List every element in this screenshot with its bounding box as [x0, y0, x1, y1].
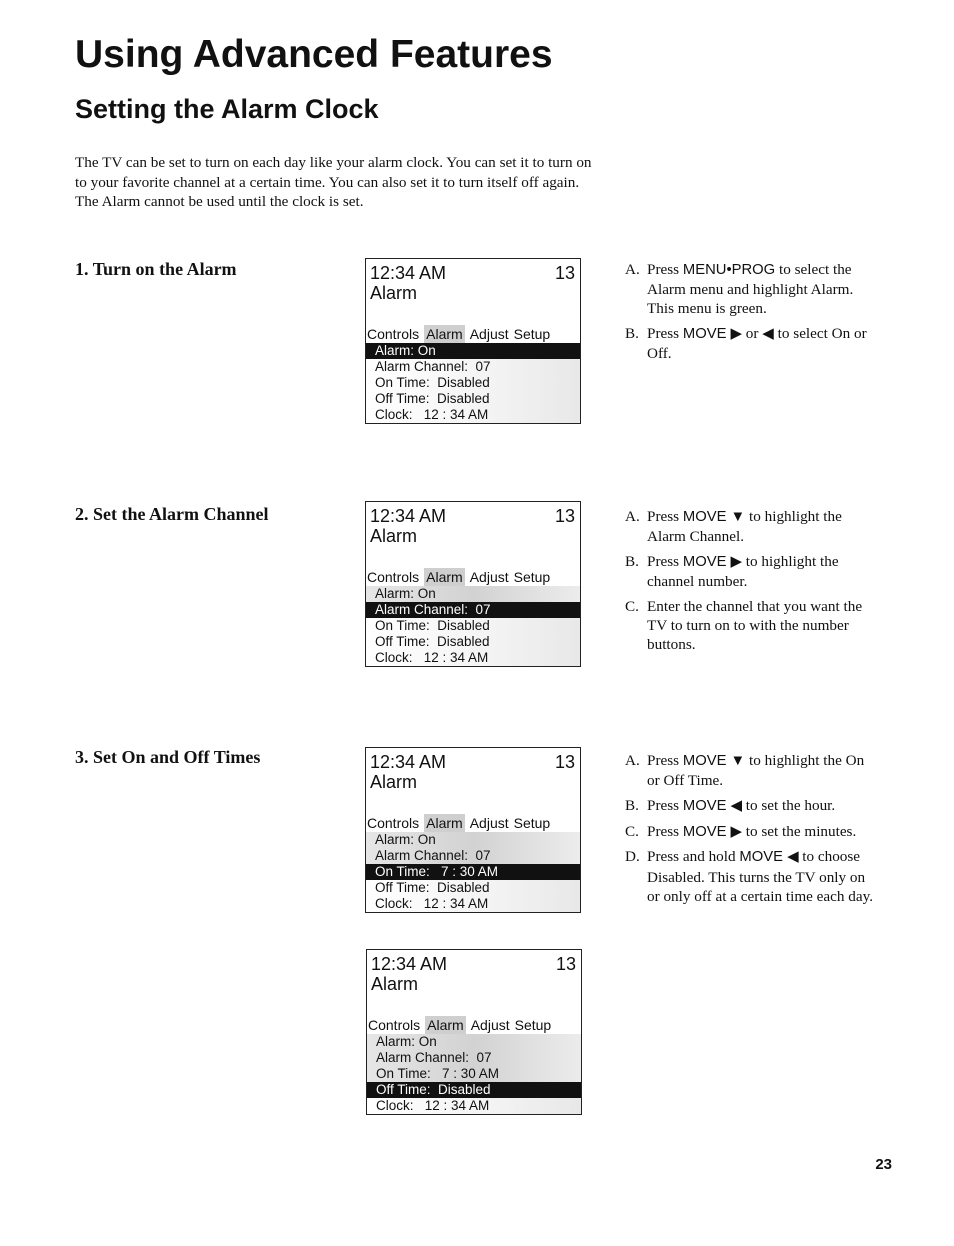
key-label: MOVE ▼	[682, 753, 746, 769]
instruction-text: to set the minutes.	[741, 822, 857, 840]
menu-row-on-time: On Time: Disabled	[366, 375, 580, 391]
menu-setup: Setup	[514, 1017, 552, 1033]
menu-controls: Controls	[367, 326, 420, 342]
instruction-item	[625, 597, 880, 656]
menu-bar	[366, 325, 580, 343]
menu-row-off-time: Off Time: Disabled	[366, 634, 580, 650]
screen-title: Alarm	[370, 526, 418, 546]
menu-row-alarm: Alarm: On	[366, 343, 580, 359]
instruction-text: or ◀ to select On or Off.	[647, 325, 867, 363]
instruction-item	[625, 507, 880, 546]
menu-row-clock: Clock: 12 : 34 AM	[366, 407, 580, 423]
instruction-text: to highlight the On or Off Time.	[647, 752, 865, 790]
menu-setup: Setup	[513, 815, 551, 831]
menu-row-alarm-channel: Alarm Channel: 07	[366, 359, 580, 375]
menu-row-clock: Clock: 12 : 34 AM	[366, 650, 580, 666]
menu-row-clock: Clock: 12 : 34 AM	[366, 896, 580, 912]
instruction-text: to choose Disabled. This turns the TV only on or only off at a certain time each day.	[647, 848, 874, 905]
step-title: Turn on the Alarm	[92, 259, 237, 279]
intro-paragraph: The TV can be set to turn on each day like your alarm clock. You can set it to turn on to your favorite channel at a certain time. You can also set it to turn itself off again. The Alarm cannot be used until the clock is set.	[75, 154, 592, 210]
step-1-instructions	[625, 260, 880, 369]
menu-row-off-time: Off Time: Disabled	[366, 880, 580, 896]
instruction-letter: C.	[625, 822, 639, 840]
screen-channel: 13	[554, 752, 575, 772]
instruction-item	[625, 552, 880, 591]
menu-adjust: Adjust	[470, 1017, 510, 1033]
instruction-text: Press and hold	[647, 848, 740, 866]
step-3-heading	[75, 747, 260, 768]
menu-bar	[367, 1016, 581, 1034]
key-label: MOVE ◀	[739, 849, 799, 866]
instruction-text: to select the Alarm menu and highlight Alarm. This menu is green.	[647, 261, 854, 318]
screen-time: 12:34 AM	[370, 506, 447, 526]
menu-alarm: Alarm	[426, 326, 463, 342]
menu-alarm: Alarm	[427, 1017, 464, 1033]
instruction-letter: A.	[625, 261, 640, 278]
step-title: Set On and Off Times	[93, 747, 261, 767]
menu-row-clock: Clock: 12 : 34 AM	[367, 1098, 581, 1114]
instruction-letter: B.	[625, 796, 639, 814]
instruction-text: to set the hour.	[741, 796, 836, 814]
menu-row-on-time: On Time: 7 : 30 AM	[366, 864, 580, 880]
screen-title: Alarm	[371, 974, 419, 994]
instruction-letter: B.	[625, 552, 639, 570]
instruction-item	[625, 751, 880, 790]
instruction-text: Press	[647, 325, 683, 343]
key-label: MOVE ▶	[682, 823, 742, 840]
key-label: MOVE ◀	[682, 797, 742, 814]
screen-title: Alarm	[370, 283, 418, 303]
step-number: 3.	[75, 747, 89, 767]
section-title: Setting the Alarm Clock	[75, 94, 379, 124]
menu-adjust: Adjust	[469, 326, 509, 342]
menu-adjust: Adjust	[469, 569, 509, 585]
menu-row-on-time: On Time: 7 : 30 AM	[367, 1066, 581, 1082]
page-title: Using Advanced Features	[75, 33, 553, 76]
instruction-text: to highlight the Alarm Channel.	[647, 508, 842, 546]
key-label: MOVE ▶	[682, 553, 742, 570]
instruction-text: Press	[647, 261, 683, 278]
instruction-text: Press	[647, 752, 683, 769]
menu-row-alarm-channel: Alarm Channel: 07	[366, 602, 580, 618]
instruction-letter: C.	[625, 597, 639, 615]
instruction-letter: D.	[625, 848, 640, 866]
menu-setup: Setup	[513, 569, 551, 585]
menu-row-alarm: Alarm: On	[366, 586, 580, 602]
instruction-letter: A.	[625, 752, 640, 769]
menu-controls: Controls	[368, 1017, 421, 1033]
instruction-item	[625, 324, 880, 363]
screen-channel: 13	[554, 506, 575, 526]
tv-screen-alarm-on	[365, 258, 581, 424]
menu-bar	[366, 568, 580, 586]
tv-screen-on-time	[365, 747, 581, 913]
instruction-text: Press	[647, 822, 683, 840]
step-number: 1.	[75, 259, 89, 279]
tv-screen-off-time	[366, 949, 582, 1115]
step-title: Set the Alarm Channel	[93, 504, 269, 524]
key-label: MOVE ▼	[682, 509, 746, 525]
step-2-heading	[75, 504, 269, 525]
screen-channel: 13	[554, 263, 575, 283]
instruction-letter: B.	[625, 325, 639, 343]
screen-time: 12:34 AM	[370, 752, 447, 772]
step-number: 2.	[75, 504, 89, 524]
menu-controls: Controls	[367, 815, 420, 831]
instruction-text: Enter the channel that you want the TV to turn on to with the number buttons.	[647, 597, 863, 654]
screen-time: 12:34 AM	[371, 954, 448, 974]
screen-time: 12:34 AM	[370, 263, 447, 283]
instruction-text: to highlight the channel number.	[647, 552, 839, 591]
screen-channel: 13	[555, 954, 576, 974]
tv-screen-alarm-channel	[365, 501, 581, 667]
instruction-letter: A.	[625, 508, 640, 525]
menu-setup: Setup	[513, 326, 551, 342]
menu-row-alarm: Alarm: On	[367, 1034, 581, 1050]
menu-row-off-time: Off Time: Disabled	[366, 391, 580, 407]
key-label: MENU•PROG	[682, 262, 776, 278]
step-2-instructions	[625, 507, 880, 661]
step-1-heading	[75, 259, 237, 280]
menu-row-alarm-channel: Alarm Channel: 07	[366, 848, 580, 864]
instruction-item	[625, 796, 880, 816]
screen-title: Alarm	[370, 772, 418, 792]
page-number: 23	[875, 1156, 892, 1173]
menu-bar	[366, 814, 580, 832]
menu-alarm: Alarm	[426, 815, 463, 831]
menu-row-on-time: On Time: Disabled	[366, 618, 580, 634]
menu-controls: Controls	[367, 569, 420, 585]
instruction-text: Press	[647, 796, 683, 814]
step-3-instructions	[625, 751, 880, 911]
instruction-text: Press	[647, 508, 683, 525]
instruction-item	[625, 822, 880, 842]
menu-adjust: Adjust	[469, 815, 509, 831]
instruction-item	[625, 260, 880, 319]
menu-row-alarm-channel: Alarm Channel: 07	[367, 1050, 581, 1066]
menu-row-alarm: Alarm: On	[366, 832, 580, 848]
menu-alarm: Alarm	[426, 569, 463, 585]
instruction-text: Press	[647, 552, 683, 570]
instruction-item	[625, 847, 880, 906]
key-label: MOVE ▶	[682, 326, 742, 343]
menu-row-off-time: Off Time: Disabled	[367, 1082, 581, 1098]
